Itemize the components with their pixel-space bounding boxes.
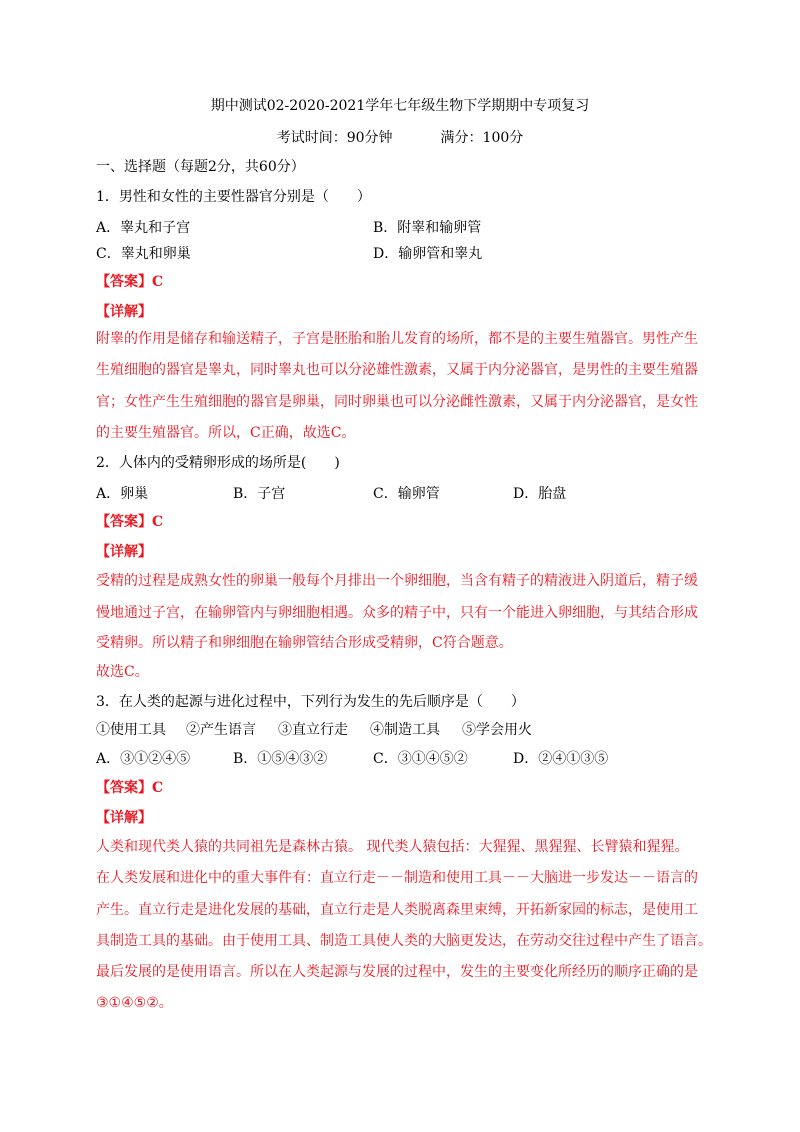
q1-option-d: D．输卵管和睾丸 [373, 246, 483, 262]
q1-stem: 1．男性和女性的主要性器官分别是（ ） [96, 189, 371, 205]
q3-stem: 3．在人类的起源与进化过程中，下列行为发生的先后顺序是（ ） [96, 694, 525, 710]
q3-option-c: C．③①④⑤② [373, 751, 468, 767]
exam-score: 满分：100分 [440, 130, 524, 146]
q3-explanation-line: 具制造工具的基础。由于使用工具、制造工具使人类的大脑更发达，在劳动交往过程中产生了语言。 [96, 933, 712, 949]
q3-detail-label: 【详解】 [96, 810, 152, 826]
q2-detail-label: 【详解】 [96, 544, 152, 560]
q1-explanation-line: 附睾的作用是储存和输送精子，子宫是胚胎和胎儿发育的场所，都不是的主要生殖器官。男性产生 [96, 331, 698, 347]
q2-option-c: C．输卵管 [373, 486, 440, 502]
q3-explanation-line: 人类和现代类人猿的共同祖先是森林古猿。 现代类人猿包括：大猩猩、黑猩猩、长臂猿和猩猩。 [96, 839, 689, 855]
q3-item: ①使用工具 [96, 722, 166, 738]
q3-option-a: A．③①②④⑤ [96, 751, 191, 767]
exam-info [0, 128, 800, 148]
q2-explanation-line: 受精的过程是成熟女性的卵巢一般每个月排出一个卵细胞，当含有精子的精液进入阴道后，精子缓 [96, 573, 698, 589]
q3-option-d: D．②④①③⑤ [513, 751, 609, 767]
q1-explanation-line: 官；女性产生生殖细胞的器官是卵巢，同时卵巢也可以分泌雌性激素，又属于内分泌器官，是女性 [96, 394, 698, 410]
q2-explanation-line: 慢地通过子宫，在输卵管内与卵细胞相遇。众多的精子中，只有一个能进入卵细胞，与其结合形成 [96, 605, 698, 621]
q2-option-d: D．胎盘 [513, 486, 567, 502]
q3-explanation-line: 在人类发展和进化中的重大事件有：直立行走－－制造和使用工具－－大脑进一步发达－－语言的 [96, 870, 698, 886]
q2-explanation-line: 故选C。 [96, 664, 149, 680]
q1-option-b: B．附睾和输卵管 [373, 220, 482, 236]
q3-explanation-line: 最后发展的是使用语言。所以在人类起源与发展的过程中，发生的主要变化所经历的顺序正确的是 [96, 964, 698, 980]
q2-stem: 2．人体内的受精卵形成的场所是( ) [96, 455, 340, 471]
q1-option-a: A．睾丸和子宫 [96, 220, 191, 236]
q1-explanation-line: 的主要生殖器官。所以，C正确，故选C。 [96, 425, 356, 441]
q1-detail-label: 【详解】 [96, 304, 152, 320]
q1-option-c: C．睾丸和卵巢 [96, 246, 191, 262]
q2-answer: 【答案】C [96, 514, 164, 530]
q3-item: ②产生语言 [186, 722, 256, 738]
q1-explanation-line: 生殖细胞的器官是睾丸，同时睾丸也可以分泌雄性激素，又属于内分泌器官，是男性的主要生殖器 [96, 362, 698, 378]
exam-time: 考试时间：90分钟 [276, 130, 393, 146]
q2-option-a: A．卵巢 [96, 486, 149, 502]
q3-item: ④制造工具 [370, 722, 440, 738]
q3-option-b: B．①⑤④③② [233, 751, 328, 767]
document-title: 期中测试02-2020-2021学年七年级生物下学期期中专项复习 [210, 98, 590, 114]
section-heading: 一、选择题（每题2分，共60分） [96, 159, 305, 175]
q3-item: ③直立行走 [278, 722, 348, 738]
q2-option-b: B．子宫 [233, 486, 286, 502]
q1-answer: 【答案】C [96, 274, 164, 290]
q3-explanation-line: 产生。直立行走是进化发展的基础，直立行走是人类脱离森里束缚，开拓新家园的标志，是使用工 [96, 902, 698, 918]
q3-item: ⑤学会用火 [462, 722, 532, 738]
q3-explanation-line: ③①④⑤②。 [96, 995, 173, 1011]
q3-answer: 【答案】C [96, 780, 164, 796]
q2-explanation-line: 受精卵。所以精子和卵细胞在输卵管结合形成受精卵，C符合题意。 [96, 635, 513, 651]
